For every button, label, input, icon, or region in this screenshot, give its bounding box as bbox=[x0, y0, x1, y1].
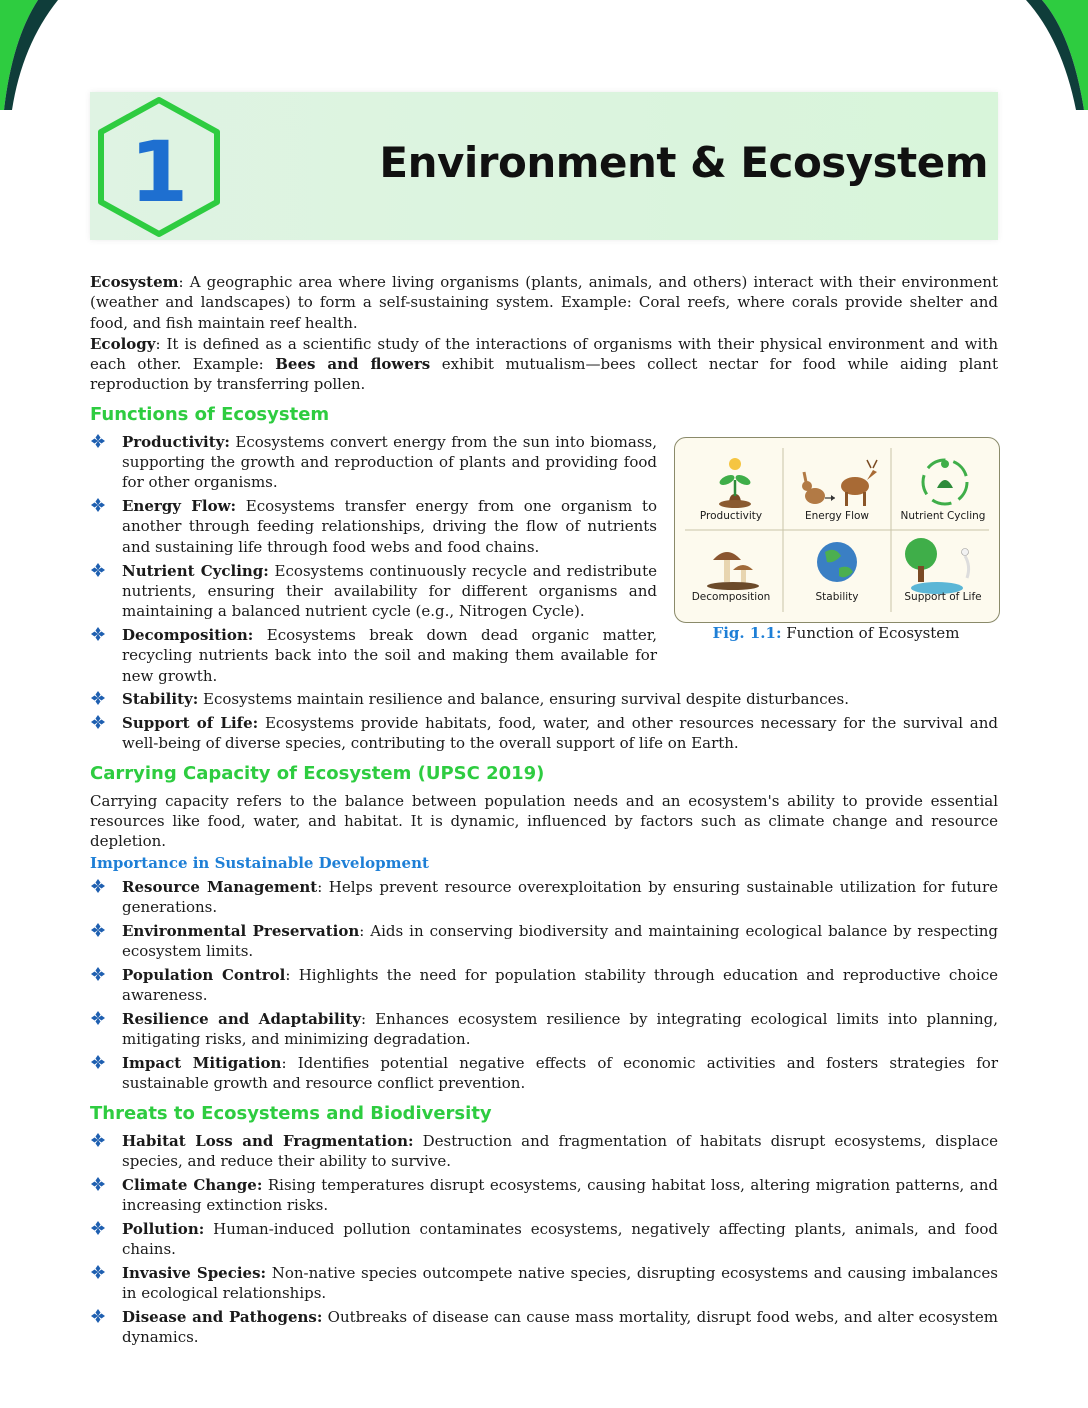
figure-label-stability: Stability bbox=[815, 591, 859, 603]
list-item-text: Destruction and fragmentation of habitats disrupt ecosystems, displace species, and reduce their ability to survive. bbox=[122, 1131, 998, 1170]
list-item bbox=[90, 496, 657, 557]
list-item-text: Outbreaks of disease can cause mass mortality, disrupt food webs, and alter ecosystem dynamics. bbox=[122, 1307, 998, 1347]
list-item-term: Resilience and Adaptability bbox=[122, 1009, 362, 1028]
diamond-bullet-icon bbox=[90, 966, 106, 982]
diamond-bullet-icon bbox=[90, 1132, 106, 1148]
ecosystem-definition: Ecosystem: A geographic area where living organisms (plants, animals, and others) interact with their environment (weather and landscapes) to form a self-sustaining system. Example: Coral reefs, where corals provide shelter and food, and fish maintain reef health. bbox=[90, 273, 998, 332]
list-item-term: Energy Flow: bbox=[122, 497, 237, 516]
figure-label-productivity: Productivity bbox=[699, 510, 763, 522]
list-item bbox=[90, 561, 657, 622]
list-item bbox=[90, 1307, 998, 1348]
list-item bbox=[90, 1175, 998, 1216]
carrying-capacity-heading: Carrying Capacity of Ecosystem (UPSC 2019) bbox=[90, 762, 545, 784]
globe-icon bbox=[817, 542, 857, 582]
list-item-term: Climate Change: bbox=[122, 1175, 263, 1194]
diamond-bullet-icon bbox=[90, 1264, 106, 1280]
list-item-term: Decomposition: bbox=[122, 625, 254, 644]
seedling-icon bbox=[718, 458, 752, 508]
ecology-definition: Ecology: It is defined as a scientific study of the interactions of organisms with their physical environment and with each other. Example: Bees and flowers exhibit mutualism—bees collect nectar for food while aiding plant reproduction by transferring pollen. bbox=[90, 334, 998, 394]
chapter-title: Environment & Ecosystem bbox=[379, 138, 988, 187]
diamond-bullet-icon bbox=[90, 1220, 106, 1236]
diamond-bullet-icon bbox=[90, 922, 106, 938]
list-item-term: Invasive Species: bbox=[122, 1263, 267, 1282]
list-item-text: : Aids in conserving biodiversity and maintaining ecological balance by respecting ecosystem limits. bbox=[122, 921, 999, 961]
recycle-icon bbox=[923, 460, 967, 504]
animals-icon bbox=[802, 460, 877, 506]
list-item-term: Pollution: bbox=[122, 1219, 205, 1238]
list-item-text: Ecosystems provide habitats, food, water, and other resources necessary for the survival and well-being of diverse species, contributing to the overall support of life on Earth. bbox=[122, 714, 999, 753]
list-item bbox=[90, 713, 998, 754]
list-item-text: Rising temperatures disrupt ecosystems, causing habitat loss, altering migration patterns, and increasing extinction risks. bbox=[122, 1175, 998, 1214]
importance-subheading: Importance in Sustainable Development bbox=[90, 853, 429, 872]
figure-label-energy-flow: Energy Flow bbox=[804, 510, 870, 522]
diamond-bullet-icon bbox=[90, 1176, 106, 1192]
figure-label-support-of-life: Support of Life bbox=[904, 591, 982, 603]
list-item-term: Environmental Preservation bbox=[122, 921, 360, 940]
list-item-text: : Highlights the need for population stability through education and reproductive choice awareness. bbox=[122, 965, 998, 1005]
list-item-text: Ecosystems continuously recycle and redistribute nutrients, ensuring their availability for different organisms and maintaining a balanced nutrient cycle (e.g., Nitrogen Cycle). bbox=[122, 561, 657, 621]
diamond-bullet-icon bbox=[90, 562, 106, 578]
ecosystem-functions-figure bbox=[674, 437, 1000, 623]
carrying-capacity-text: Carrying capacity refers to the balance between population needs and an ecosystem's ability to provide essential resources like food, water, and habitat. It is dynamic, influenced by factors such as climate change and resource depletion. bbox=[90, 791, 998, 851]
chapter-number: 1 bbox=[129, 123, 189, 221]
diamond-bullet-icon bbox=[90, 714, 106, 730]
tree-pond-icon bbox=[905, 538, 969, 594]
diamond-bullet-icon bbox=[90, 1308, 106, 1324]
list-item bbox=[90, 1009, 998, 1050]
list-item-text: Human-induced pollution contaminates ecosystems, negatively affecting plants, animals, and food chains. bbox=[122, 1219, 998, 1259]
diamond-bullet-icon bbox=[90, 878, 106, 894]
list-item-text: : Helps prevent resource overexploitation by ensuring sustainable utilization for future generations. bbox=[122, 877, 998, 916]
list-item-term: Impact Mitigation bbox=[122, 1054, 282, 1072]
list-item bbox=[90, 1263, 998, 1304]
figure-label-decomposition: Decomposition bbox=[691, 591, 771, 603]
list-item-text: Non-native species outcompete native species, disrupting ecosystems and causing imbalances in ecological relationships. bbox=[122, 1263, 998, 1303]
list-item-term: Nutrient Cycling: bbox=[122, 561, 269, 580]
list-item-term: Productivity: bbox=[122, 432, 230, 451]
list-item-term: Population Control bbox=[122, 965, 286, 984]
list-item bbox=[90, 965, 998, 1006]
list-item-term: Stability: bbox=[122, 690, 199, 709]
list-item-text: Ecosystems break down dead organic matter, recycling nutrients back into the soil and making them available for new growth. bbox=[122, 625, 657, 685]
list-item-text: Ecosystems convert energy from the sun into biomass, supporting the growth and reproduction of plants and providing food for other organisms. bbox=[122, 432, 657, 492]
list-item bbox=[90, 625, 657, 686]
diamond-bullet-icon bbox=[90, 497, 106, 513]
diamond-bullet-icon bbox=[90, 1010, 106, 1026]
list-item-text: : Identifies potential negative effects of economic activities and fosters strategies for sustainable growth and resource conflict prevention. bbox=[122, 1054, 999, 1093]
importance-list bbox=[90, 877, 998, 1094]
list-item bbox=[90, 1053, 998, 1094]
diamond-bullet-icon bbox=[90, 1054, 106, 1070]
list-item-text: Ecosystems transfer energy from one organism to another through feeding relationships, driving the flow of nutrients and sustaining life through food webs and food chains. bbox=[122, 497, 658, 556]
list-item-text: : Enhances ecosystem resilience by integrating ecological limits into planning, mitigating risks, and minimizing degradation. bbox=[122, 1009, 998, 1049]
list-item bbox=[90, 1219, 998, 1260]
list-item bbox=[90, 877, 998, 918]
diamond-bullet-icon bbox=[90, 626, 106, 642]
mushroom-icon bbox=[707, 552, 759, 590]
diamond-bullet-icon bbox=[90, 433, 106, 449]
figure-label-nutrient-cycling: Nutrient Cycling bbox=[900, 510, 986, 522]
list-item bbox=[90, 1131, 998, 1172]
figure-caption: Fig. 1.1: Function of Ecosystem bbox=[712, 624, 960, 642]
list-item-term: Support of Life: bbox=[122, 714, 259, 733]
chapter-number-badge bbox=[96, 96, 222, 238]
list-item bbox=[90, 689, 998, 709]
list-item bbox=[90, 432, 657, 493]
list-item-term: Habitat Loss and Fragmentation: bbox=[122, 1131, 414, 1150]
list-item bbox=[90, 921, 998, 962]
diamond-bullet-icon bbox=[90, 690, 106, 706]
list-item-term: Disease and Pathogens: bbox=[122, 1307, 323, 1326]
functions-heading: Functions of Ecosystem bbox=[90, 403, 330, 425]
list-item-text: Ecosystems maintain resilience and balance, ensuring survival despite disturbances. bbox=[198, 690, 849, 709]
main-content bbox=[90, 272, 998, 1351]
threats-list bbox=[90, 1131, 998, 1348]
list-item-term: Resource Management bbox=[122, 877, 318, 896]
threats-heading: Threats to Ecosystems and Biodiversity bbox=[90, 1102, 492, 1124]
